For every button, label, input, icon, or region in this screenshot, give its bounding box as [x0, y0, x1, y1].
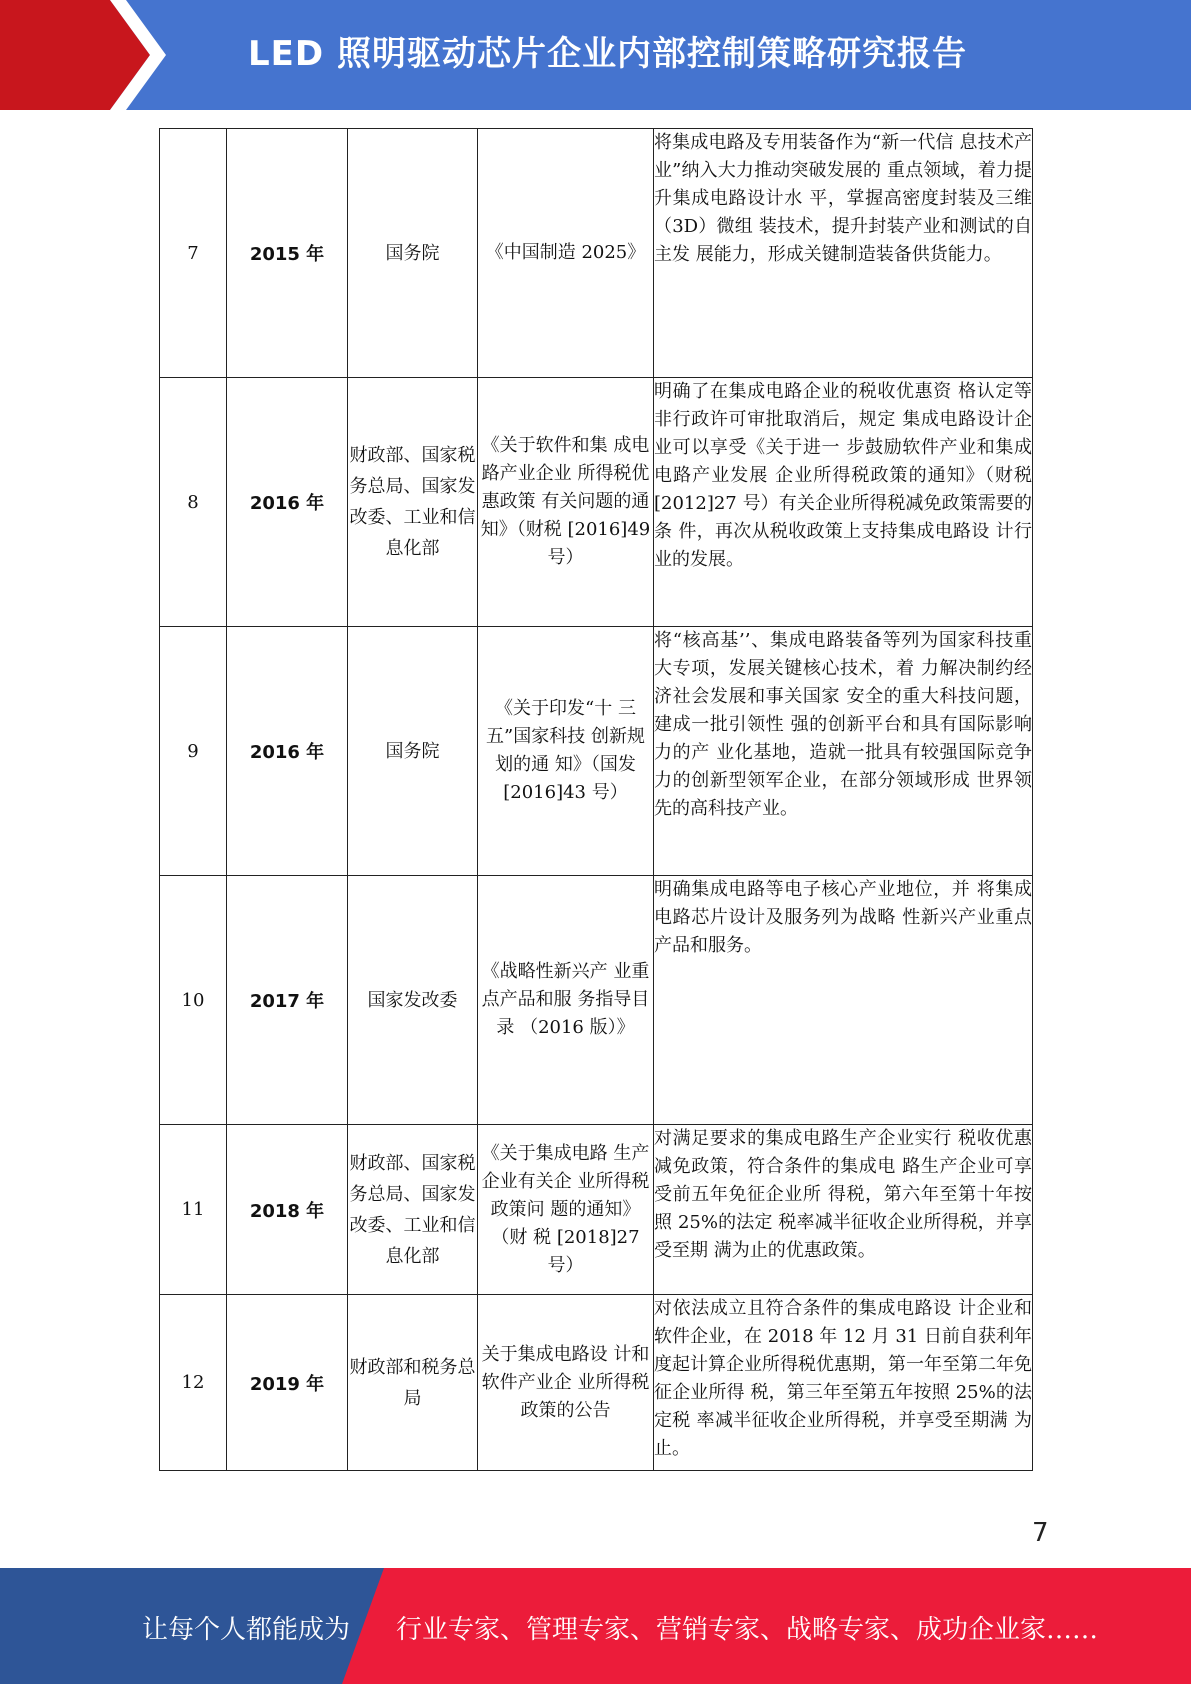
- table-row: [160, 1295, 1033, 1471]
- table-row: [160, 129, 1033, 378]
- row-document: 《中国制造 2025》: [478, 129, 654, 378]
- row-department: 国家发改委: [348, 876, 478, 1125]
- row-document: 关于集成电路设 计和软件产业企 业所得税政策的公告: [478, 1295, 654, 1471]
- row-document: 《关于集成电路 生产企业有关企 业所得税政策问 题的通知》（财 税 [2018]27 号）: [478, 1125, 654, 1295]
- row-index: 7: [160, 129, 227, 378]
- row-content: 对满足要求的集成电路生产企业实行 税收优惠减免政策，符合条件的集成电 路生产企业可享受前五年免征企业所 得税，第六年至第十年按照 25%的法定 税率减半征收企业所得税，并享受至期 满为止的优惠政策。: [654, 1125, 1033, 1295]
- row-year: 2017 年: [227, 876, 348, 1125]
- row-document: 《关于印发“十 三五”国家科技 创新规划的通 知》（国发 [2016]43 号）: [478, 627, 654, 876]
- row-department: 财政部、国家税务总局、国家发改委、工业和信息化部: [348, 378, 478, 627]
- row-department: 国务院: [348, 627, 478, 876]
- row-index: 8: [160, 378, 227, 627]
- report-title: LED 照明驱动芯片企业内部控制策略研究报告: [248, 34, 967, 74]
- page-number: 7: [1032, 1518, 1049, 1548]
- table-row: [160, 1125, 1033, 1295]
- row-year: 2018 年: [227, 1125, 348, 1295]
- row-content: 明确集成电路等电子核心产业地位，并 将集成电路芯片设计及服务列为战略 性新兴产业重点产品和服务。: [654, 876, 1033, 1125]
- row-content: 将“核高基’’、集成电路装备等列为国家科技重大专项，发展关键核心技术，着 力解决制约经济社会发展和事关国家 安全的重大科技问题，建成一批引领性 强的创新平台和具有国际影响力的产 业化基地，造就一批具有较强国际竞争 力的创新型领军企业，在部分领域形成 世界领先的高科技产业。: [654, 627, 1033, 876]
- row-document: 《战略性新兴产 业重点产品和服 务指导目录 （2016 版）》: [478, 876, 654, 1125]
- row-department: 国务院: [348, 129, 478, 378]
- row-index: 11: [160, 1125, 227, 1295]
- row-content: 明确了在集成电路企业的税收优惠资 格认定等非行政许可审批取消后，规定 集成电路设计企业可以享受《关于进一 步鼓励软件产业和集成电路产业发展 企业所得税政策的通知》（财税[2012]27 号）有关企业所得税减免政策需要的条 件，再次从税收政策上支持集成电路设 计行业的发展。: [654, 378, 1033, 627]
- row-index: 10: [160, 876, 227, 1125]
- row-document: 《关于软件和集 成电路产业企业 所得税优惠政策 有关问题的通 知》（财税 [2016]49 号）: [478, 378, 654, 627]
- row-year: 2016 年: [227, 627, 348, 876]
- row-index: 9: [160, 627, 227, 876]
- table-row: [160, 627, 1033, 876]
- row-year: 2015 年: [227, 129, 348, 378]
- row-content: 对依法成立且符合条件的集成电路设 计企业和软件企业，在 2018 年 12 月 31 日前自获利年度起计算企业所得税优惠期，第一年至第二年免征企业所得 税，第三年至第五年按照 25%的法定税 率减半征收企业所得税，并享受至期满 为止。: [654, 1295, 1033, 1471]
- row-department: 财政部和税务总局: [348, 1295, 478, 1471]
- footer-slogan-right: 行业专家、管理专家、营销专家、战略专家、成功企业家……: [396, 1615, 1099, 1645]
- row-year: 2019 年: [227, 1295, 348, 1471]
- row-content: 将集成电路及专用装备作为“新一代信 息技术产业”纳入大力推动突破发展的 重点领域，着力提升集成电路设计水 平，掌握高密度封装及三维（3D）微组 装技术，提升封装产业和测试的自主发 展能力，形成关键制造装备供货能力。: [654, 129, 1033, 378]
- policy-table: [159, 128, 1033, 1471]
- table-row: [160, 876, 1033, 1125]
- footer-slogan-left: 让每个人都能成为: [142, 1615, 351, 1645]
- row-department: 财政部、国家税务总局、国家发改委、工业和信息化部: [348, 1125, 478, 1295]
- table-row: [160, 378, 1033, 627]
- header-banner: [0, 0, 1191, 110]
- row-index: 12: [160, 1295, 227, 1471]
- row-year: 2016 年: [227, 378, 348, 627]
- footer-banner: [0, 1568, 1191, 1684]
